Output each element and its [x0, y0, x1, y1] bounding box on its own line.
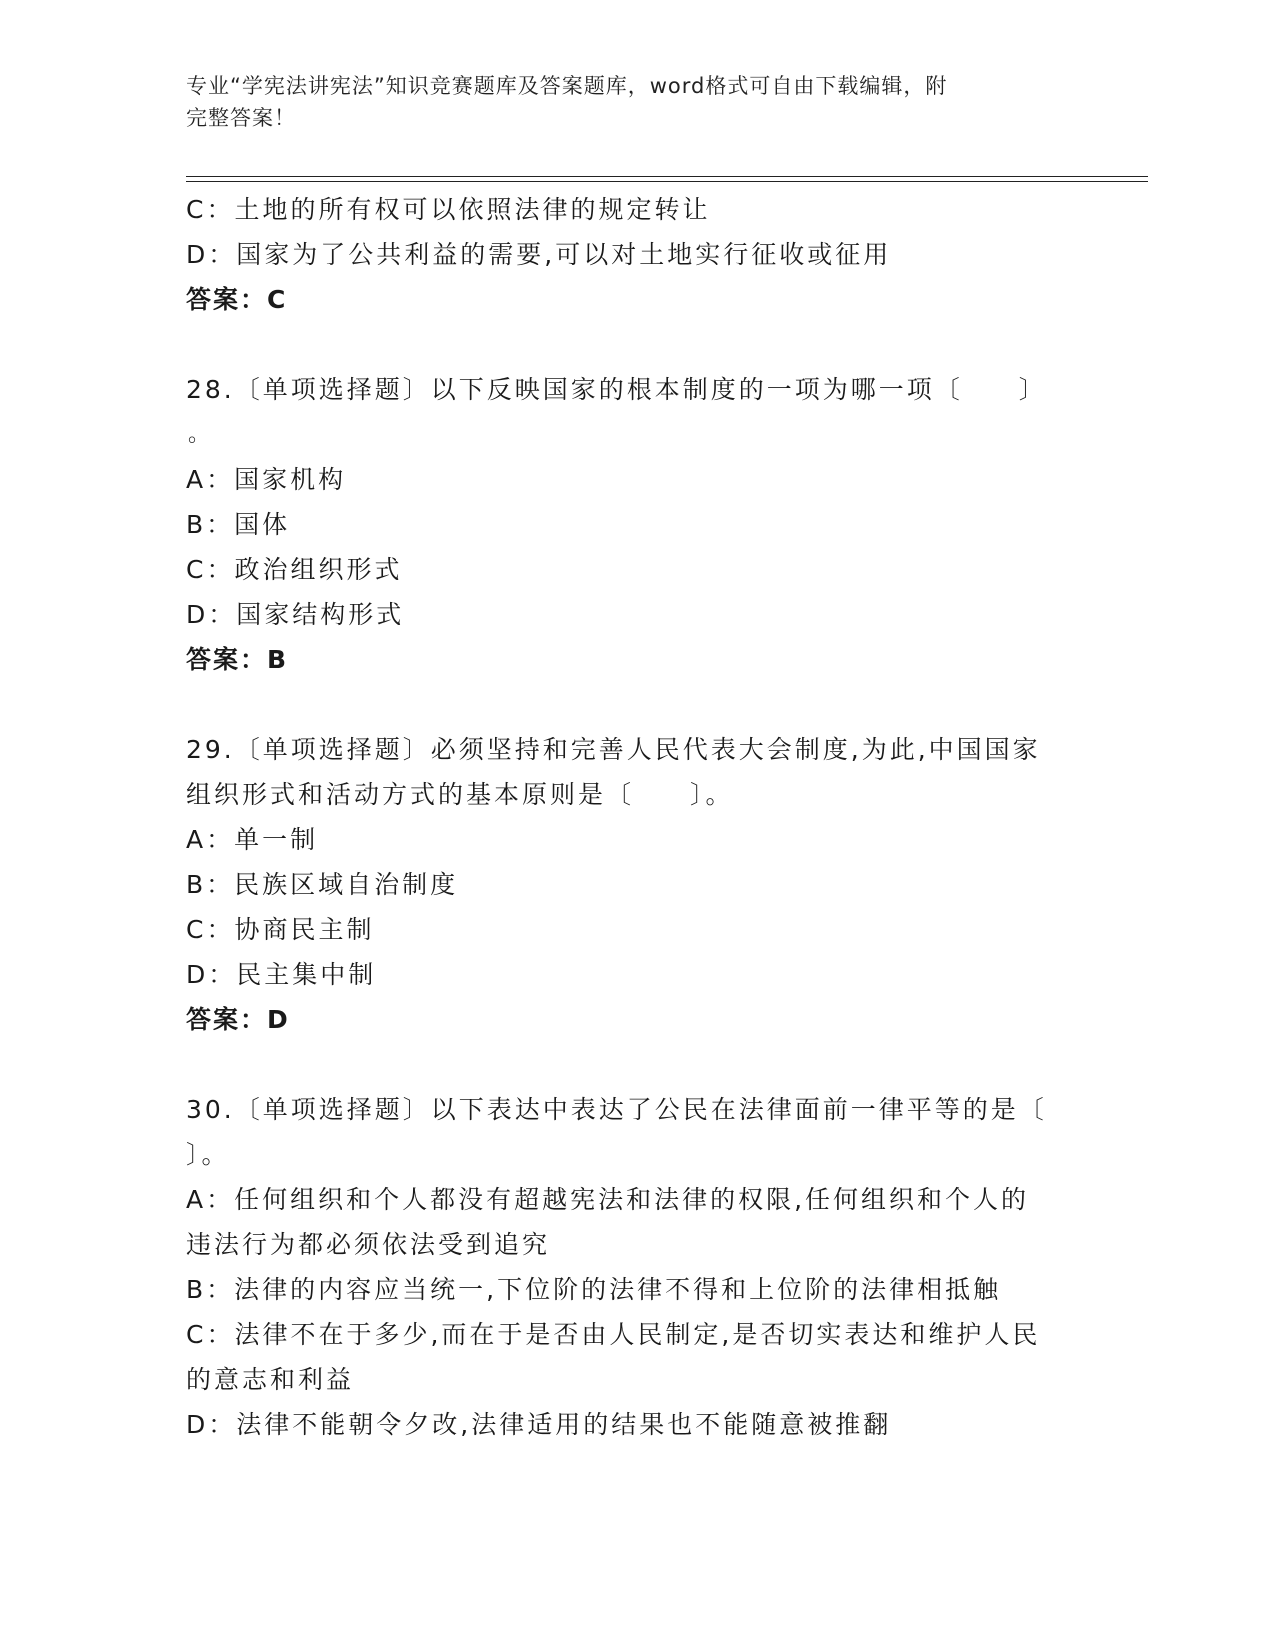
- header-line-1: 专业“学宪法讲宪法”知识竞赛题库及答案题库，word格式可自由下载编辑，附: [186, 74, 948, 98]
- spacer: [186, 1042, 1066, 1087]
- question-text: 30.〔单项选择题〕以下表达中表达了公民在法律面前一律平等的是〔: [186, 1095, 1047, 1124]
- option-a: A：国家机构: [186, 465, 347, 494]
- option-a: A：单一制: [186, 825, 319, 854]
- question-text: 28.〔单项选择题〕以下反映国家的根本制度的一项为哪一项〔 〕: [186, 375, 1047, 404]
- option-c: C：政治组织形式: [186, 555, 403, 584]
- answer: 答案：B: [186, 645, 289, 674]
- option-b: B：法律的内容应当统一,下位阶的法律不得和上位阶的法律相抵触: [186, 1275, 1002, 1304]
- option-d: D：民主集中制: [186, 960, 377, 989]
- spacer: [186, 682, 1066, 727]
- question-30: [186, 1087, 1066, 1447]
- question-text-cont: 。: [188, 422, 214, 447]
- header-rule-thick: [186, 176, 1148, 177]
- option-d: D：国家为了公共利益的需要,可以对土地实行征收或征用: [186, 240, 892, 269]
- option-c-cont: 的意志和利益: [186, 1365, 355, 1394]
- question-29: [186, 727, 1066, 1042]
- option-c: C：土地的所有权可以依照法律的规定转让: [186, 195, 711, 224]
- option-d: D：法律不能朝令夕改,法律适用的结果也不能随意被推翻: [186, 1410, 892, 1439]
- option-a: A：任何组织和个人都没有超越宪法和法律的权限,任何组织和个人的: [186, 1185, 1030, 1214]
- question-27-tail: [186, 187, 1066, 322]
- option-b: B：民族区域自治制度: [186, 870, 459, 899]
- question-text-cont: 〕。: [186, 1140, 230, 1169]
- question-28: [186, 367, 1066, 682]
- answer: 答案：D: [186, 1005, 290, 1034]
- option-c: C：协商民主制: [186, 915, 375, 944]
- question-text-cont: 组织形式和活动方式的基本原则是〔 〕。: [186, 780, 734, 809]
- question-list: [186, 187, 1066, 1447]
- answer: 答案：C: [186, 285, 288, 314]
- question-text: 29.〔单项选择题〕必须坚持和完善人民代表大会制度,为此,中国国家: [186, 735, 1041, 764]
- document-header: [186, 70, 1066, 134]
- option-c: C：法律不在于多少,而在于是否由人民制定,是否切实表达和维护人民: [186, 1320, 1041, 1349]
- spacer: [186, 322, 1066, 367]
- header-rule-thin: [186, 181, 1148, 182]
- option-a-cont: 违法行为都必须依法受到追究: [186, 1230, 551, 1259]
- option-d: D：国家结构形式: [186, 600, 405, 629]
- option-b: B：国体: [186, 510, 291, 539]
- header-line-2: 完整答案！: [186, 106, 296, 130]
